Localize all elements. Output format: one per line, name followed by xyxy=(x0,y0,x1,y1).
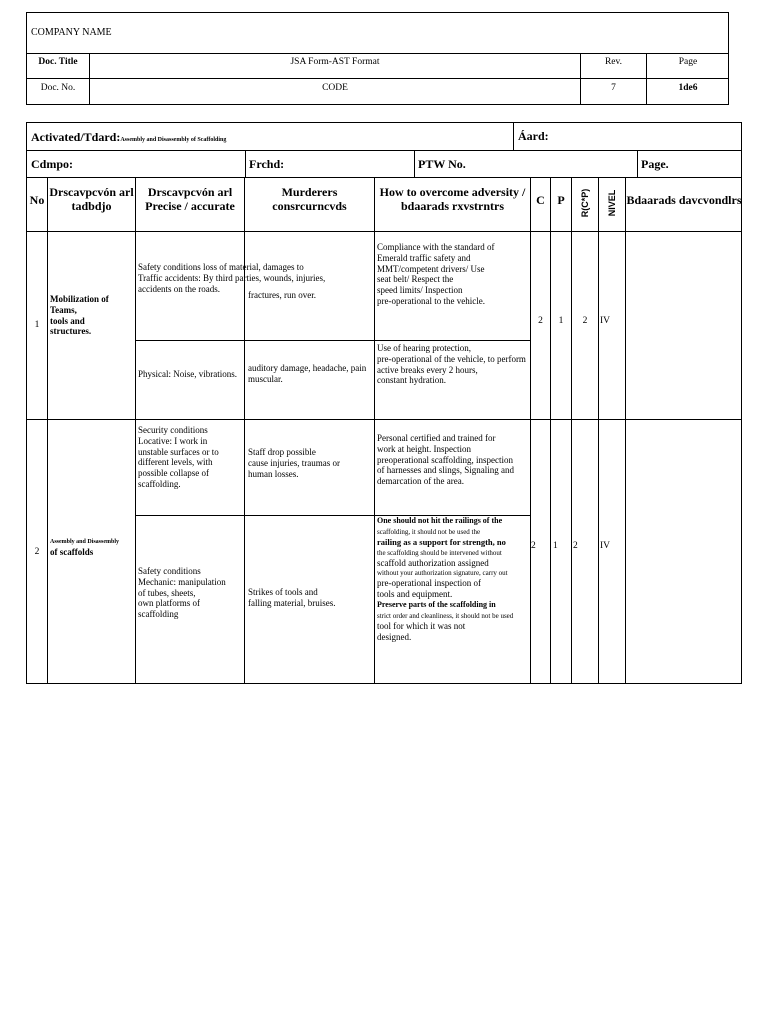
page-field-label: Page. xyxy=(641,157,669,171)
row-1-step: Mobilization of Teams, tools and structures. xyxy=(50,294,109,337)
row-1a-hazard: Safety conditions loss of material, damages to Traffic accidents: By third parties, wounds, injuries, accidents on the roads. xyxy=(138,262,326,294)
row-2-r: 2 xyxy=(573,541,578,551)
row-1-p: 1 xyxy=(558,316,564,326)
activity-field xyxy=(31,128,226,146)
ptw-label: PTW No. xyxy=(418,157,466,171)
date-label: Frchd: xyxy=(249,157,285,171)
row-2b-control: One should not hit the railings of the scaffolding, it should not be used the railing as a support for strength, no the scaffolding should be intervened without scaffold authorization assigned without your authorization signature, carry out pre-operational inspection of tools and equipment. Preserve parts of the scaffolding in strict order and cleanliness, it should not be used tool for which it was not designed. xyxy=(377,516,514,642)
col-header-no: No xyxy=(29,193,45,207)
row-1b-hazard: Physical: Noise, vibrations. xyxy=(138,369,237,379)
col-header-extra: Bdaarads davcvondlrs xyxy=(626,193,742,207)
col-header-control: How to overcome adversity / bdaarads rxvstrntrs xyxy=(379,185,526,213)
area-label: Áard: xyxy=(518,129,549,143)
row-1b-consequence: auditory damage, headache, pain muscular. xyxy=(248,363,367,384)
col-header-c: C xyxy=(536,193,545,207)
row-1-no: 1 xyxy=(34,320,40,330)
row-2-c: 2 xyxy=(531,541,536,551)
row-1-level: IV xyxy=(600,316,611,326)
doc-no-label: Doc. No. xyxy=(40,83,76,93)
row-2a-consequence: Staff drop possible cause injuries, traumas or human losses. xyxy=(248,447,340,479)
rev-label: Rev. xyxy=(604,57,623,67)
row-1-c: 2 xyxy=(538,316,543,326)
col-header-consequence: Murderers consrcurncvds xyxy=(272,185,347,213)
row-1a-consequence: fractures, run over. xyxy=(248,290,316,300)
row-2-step: Assembly and Disassembly of scaffolds xyxy=(50,539,120,557)
field-label: Cdmpo: xyxy=(31,157,74,171)
company-name: COMPANY NAME xyxy=(31,27,112,38)
col-header-nivel: NIVEL xyxy=(607,189,617,217)
row-1b-control: Use of hearing protection, pre-operational of the vehicle, to perform active breaks every 2 hours, constant hydration. xyxy=(377,343,526,386)
col-header-p: P xyxy=(557,193,565,207)
doc-title-value: JSA Form-AST Format xyxy=(290,57,380,67)
col-header-r: R(C*P) xyxy=(580,188,590,218)
col-header-hazard: Drscavpcvón arl Precise / accurate xyxy=(145,185,235,213)
activity-value: Assembly and Disassembly of Scaffolding xyxy=(120,137,227,143)
row-2b-consequence: Strikes of tools and falling material, bruises. xyxy=(248,587,336,608)
row-2b-hazard: Safety conditions Mechanic: manipulation of tubes, sheets, own platforms of scaffolding xyxy=(138,566,226,620)
page-value: 1de6 xyxy=(678,83,698,93)
col-header-step: Drscavpcvón arl tadbdjo xyxy=(49,185,134,213)
row-2-p: 1 xyxy=(553,541,558,551)
page-label: Page xyxy=(678,57,698,67)
row-2a-hazard: Security conditions Locative: I work in unstable surfaces or to different levels, with possible collapse of scaffolding. xyxy=(138,425,219,489)
rev-value: 7 xyxy=(611,83,616,93)
row-1-r: 2 xyxy=(582,316,588,326)
row-1a-control: Compliance with the standard of Emerald traffic safety and MMT/competent drivers/ Use seat belt/ Respect the speed limits/ Inspection pre-operational to the vehicle. xyxy=(377,242,495,306)
doc-no-value: CODE xyxy=(322,83,348,93)
doc-title-label: Doc. Title xyxy=(38,57,78,67)
row-2a-control: Personal certified and trained for work at height. Inspection preoperational scaffolding, inspection of harnesses and slings, Signaling and demarcation of the area. xyxy=(377,433,514,487)
row-2-level: IV xyxy=(600,541,611,551)
activity-label: Activated/Tdard: xyxy=(31,130,121,144)
row-2-no: 2 xyxy=(34,547,40,557)
